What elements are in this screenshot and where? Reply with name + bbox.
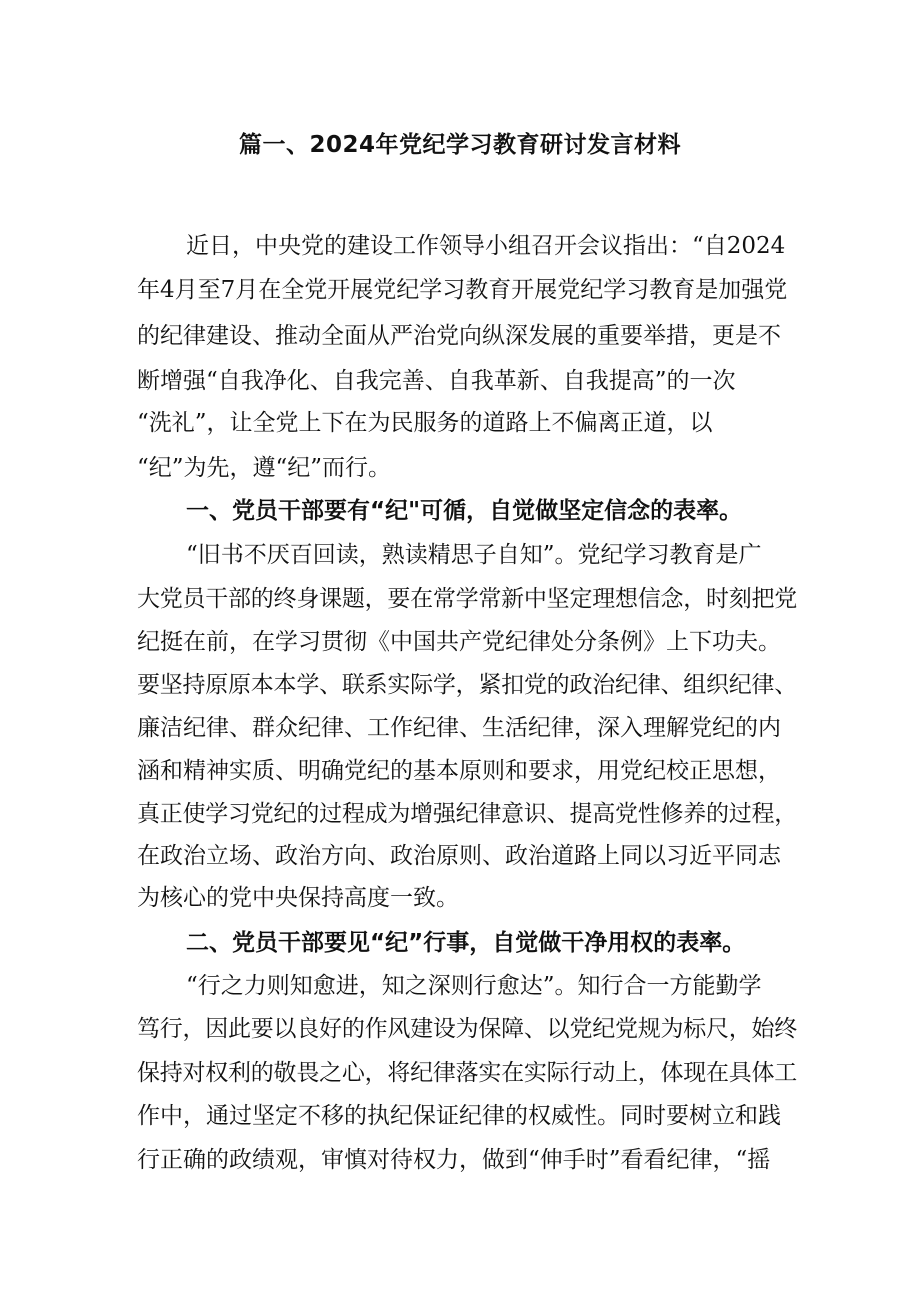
paragraph-line: 为核心的党中央保持高度一致。 xyxy=(137,885,459,911)
paragraph-line: 纪挺在前，在学习贯彻《中国共产党纪律处分条例》上下功夫。 xyxy=(137,629,781,655)
paragraph-line: 涵和精神实质、明确党纪的基本原则和要求，用党纪校正思想， xyxy=(137,758,781,784)
paragraph-line: “纪”为先，遵“纪”而行。 xyxy=(137,455,392,481)
paragraph-line: “洗礼”，让全党上下在为民服务的道路上不偏离正道，以 xyxy=(137,410,713,436)
paragraph-line: 的纪律建设、推动全面从严治党向纵深发展的重要举措，更是不 xyxy=(137,323,781,349)
paragraph-line: 廉洁纪律、群众纪律、工作纪律、生活纪律，深入理解党纪的内 xyxy=(137,715,781,741)
paragraph-line: 保持对权利的敬畏之心，将纪律落实在实际行动上，体现在具体工 xyxy=(137,1060,798,1086)
paragraph-line: 要坚持原原本本学、联系实际学，紧扣党的政治纪律、组织纪律、 xyxy=(137,672,798,698)
paragraph-line: 真正使学习党纪的过程成为增强纪律意识、提高党性修养的过程， xyxy=(137,801,798,827)
paragraph-line: 作中，通过坚定不移的执纪保证纪律的权威性。同时要树立和践 xyxy=(137,1103,781,1129)
paragraph-line: 近日，中央党的建设工作领导小组召开会议指出：“自2024 xyxy=(186,233,786,259)
paragraph-line: 笃行，因此要以良好的作风建设为保障、以党纪党规为标尺，始终 xyxy=(137,1016,798,1042)
paragraph-line: 行正确的政绩观，审慎对待权力，做到“伸手时”看看纪律，“摇 xyxy=(137,1147,771,1173)
document-title: 篇一、2024年党纪学习教育研讨发言材料 xyxy=(238,132,681,158)
paragraph-line: 年4月至7月在全党开展党纪学习教育开展党纪学习教育是加强党 xyxy=(137,277,788,303)
paragraph-line: “行之力则知愈进，知之深则行愈达”。知行合一方能勤学 xyxy=(186,973,762,999)
paragraph-line: “旧书不厌百回读，熟读精思子自知”。党纪学习教育是广 xyxy=(186,542,762,568)
paragraph-line: 断增强“自我净化、自我完善、自我革新、自我提高”的一次 xyxy=(137,368,736,394)
paragraph-line: 在政治立场、政治方向、政治原则、政治道路上同以习近平同志 xyxy=(137,843,781,869)
section-heading: 二、党员干部要见“纪”行事，自觉做干净用权的表率。 xyxy=(186,930,746,956)
paragraph-line: 大党员干部的终身课题，要在常学常新中坚定理想信念，时刻把党 xyxy=(137,586,798,612)
section-heading: 一、党员干部要有“纪"可循，自觉做坚定信念的表率。 xyxy=(186,498,743,524)
